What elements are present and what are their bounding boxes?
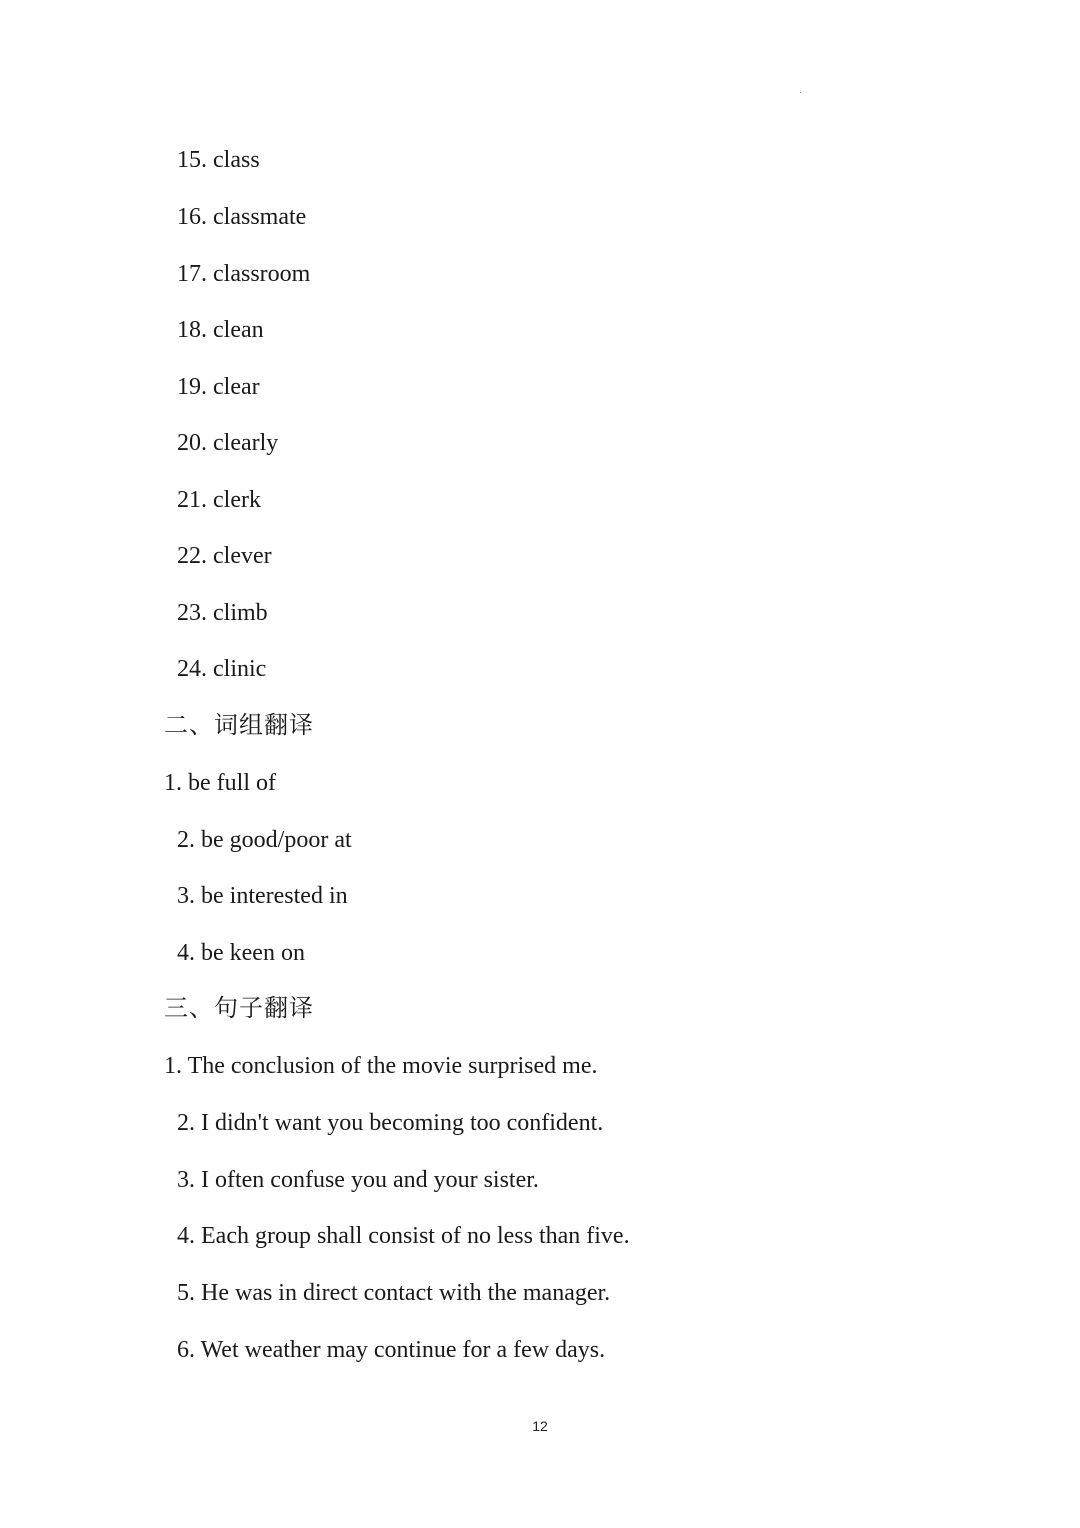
word-item: 19. clear [177, 374, 260, 400]
word-item: 24. clinic [177, 656, 267, 682]
sentence-item: 3. I often confuse you and your sister. [177, 1167, 539, 1193]
section-heading-phrase-translation: 二、词组翻译 [164, 711, 314, 739]
phrase-item: 1. be full of [164, 770, 276, 796]
page-number: 12 [532, 1418, 548, 1434]
phrase-item: 4. be keen on [177, 940, 305, 966]
word-item: 17. classroom [177, 261, 311, 287]
sentence-item: 4. Each group shall consist of no less than five. [177, 1223, 630, 1249]
word-item: 22. clever [177, 543, 272, 569]
section-heading-sentence-translation: 三、句子翻译 [164, 994, 314, 1022]
phrase-item: 3. be interested in [177, 883, 348, 909]
sentence-item: 1. The conclusion of the movie surprised me. [164, 1053, 598, 1079]
phrase-item: 2. be good/poor at [177, 827, 352, 853]
sentence-item: 6. Wet weather may continue for a few days. [177, 1337, 606, 1363]
word-item: 18. clean [177, 317, 264, 343]
word-item: 15. class [177, 147, 260, 173]
sentence-item: 5. He was in direct contact with the manager. [177, 1280, 611, 1306]
word-item: 16. classmate [177, 204, 307, 230]
word-item: 20. clearly [177, 430, 279, 456]
word-item: 23. climb [177, 600, 268, 626]
sentence-item: 2. I didn't want you becoming too confident. [177, 1110, 604, 1136]
word-item: 21. clerk [177, 487, 261, 513]
stray-dot [800, 92, 801, 93]
